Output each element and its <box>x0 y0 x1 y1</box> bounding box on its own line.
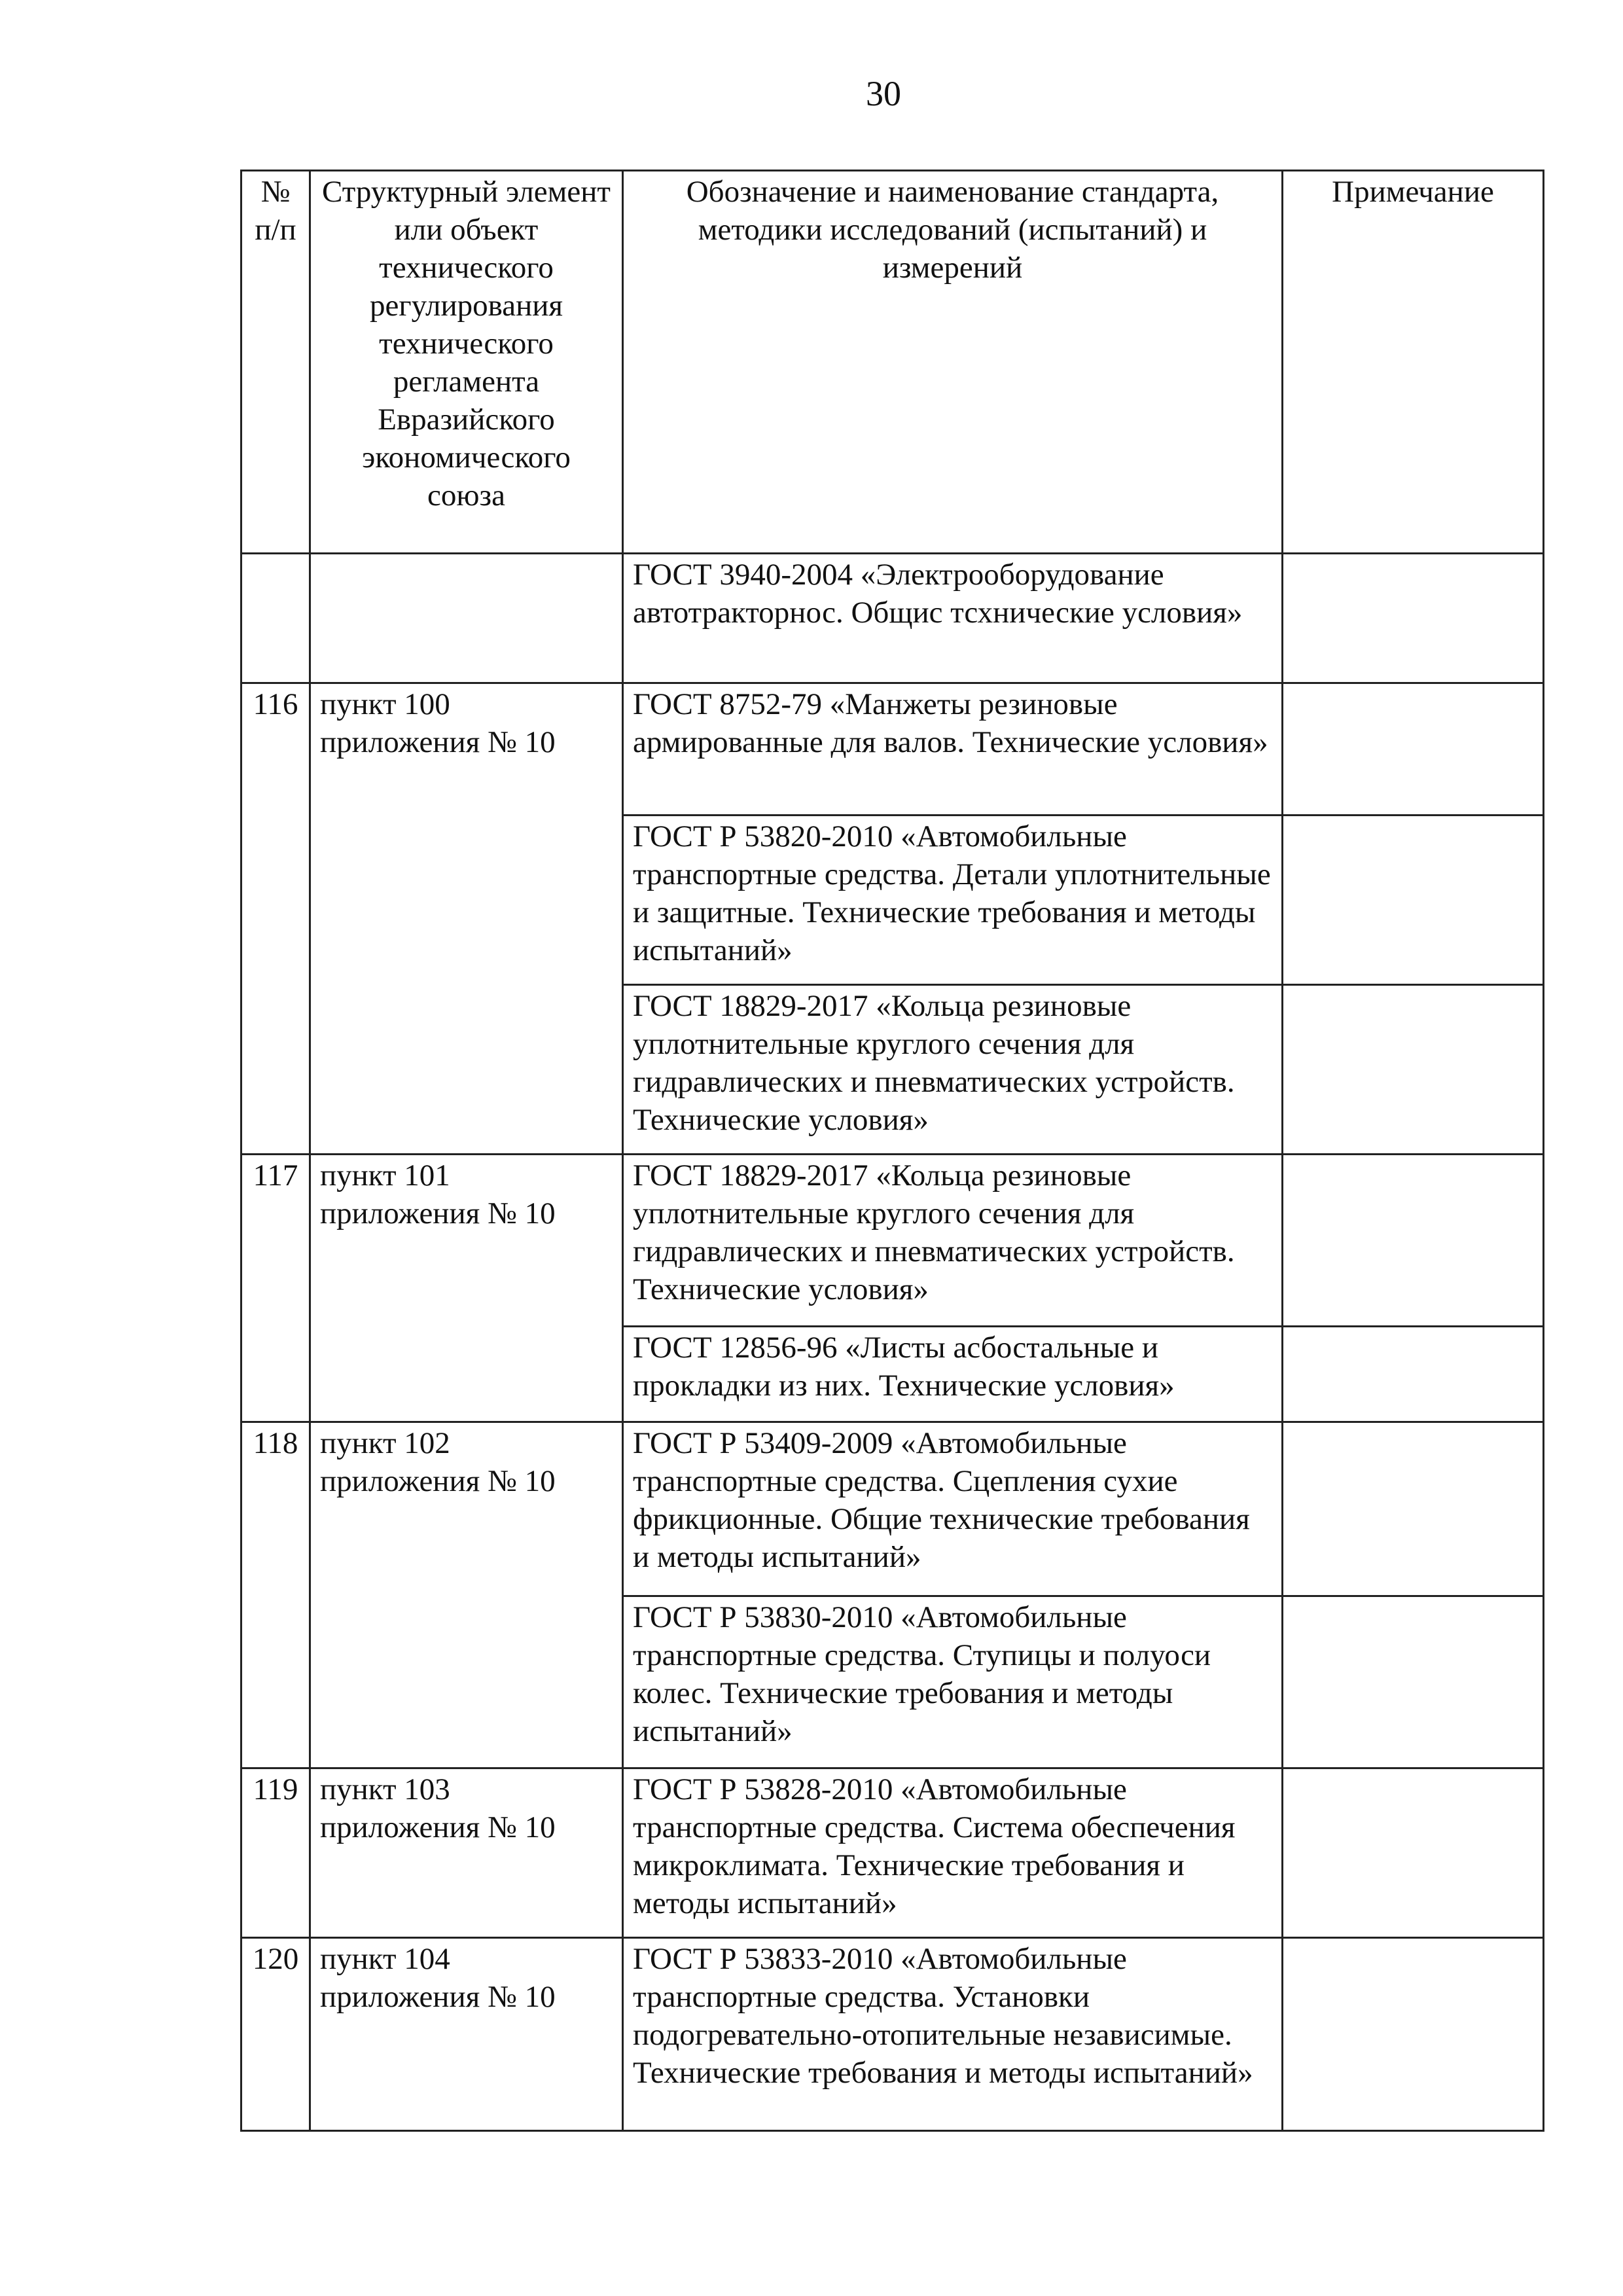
table-row <box>241 1938 1544 2131</box>
standard-cell: ГОСТ Р 53828-2010 «Автомобильные транспортные средства. Система обеспечения микроклимата. Технические требования и методы испытаний» <box>623 1768 1283 1938</box>
note-cell <box>1283 683 1544 816</box>
header-number: № п/п <box>241 171 310 554</box>
standard-cell: ГОСТ Р 53409-2009 «Автомобильные транспортные средства. Сцепления сухие фрикционные. Общие технические требования и методы испытаний» <box>623 1422 1283 1596</box>
row-number <box>241 554 310 683</box>
note-cell <box>1283 554 1544 683</box>
note-cell <box>1283 816 1544 985</box>
standard-cell: ГОСТ 3940-2004 «Электрооборудование автотракторнос. Общис тсхнические условия» <box>623 554 1283 683</box>
standard-cell: ГОСТ 8752-79 «Манжеты резиновые армированные для валов. Технические условия» <box>623 683 1283 816</box>
structural-element: пункт 104 приложения № 10 <box>310 1938 623 2131</box>
row-number: 117 <box>241 1155 310 1422</box>
standard-cell: ГОСТ 18829-2017 «Кольца резиновые уплотнительные круглого сечения для гидравлических и пневматических устройств. Технические условия» <box>623 1155 1283 1327</box>
standard-cell: ГОСТ Р 53820-2010 «Автомобильные транспортные средства. Детали уплотнительные и защитные. Технические требования и методы испытаний» <box>623 816 1283 985</box>
standard-cell: ГОСТ 18829-2017 «Кольца резиновые уплотнительные круглого сечения для гидравлических и пневматических устройств. Технические условия» <box>623 985 1283 1155</box>
structural-element: пункт 103 приложения № 10 <box>310 1768 623 1938</box>
table-row <box>241 554 1544 683</box>
table-header <box>241 171 1544 554</box>
header-standard: Обозначение и наименование стандарта, методики исследований (испытаний) и измерений <box>623 171 1283 554</box>
standard-cell: ГОСТ 12856-96 «Листы асбостальные и прокладки из них. Технические условия» <box>623 1327 1283 1422</box>
note-cell <box>1283 1155 1544 1327</box>
row-number: 118 <box>241 1422 310 1768</box>
table-row <box>241 1422 1544 1596</box>
table-row <box>241 683 1544 816</box>
table-row <box>241 1155 1544 1327</box>
header-note: Примечание <box>1283 171 1544 554</box>
note-cell <box>1283 985 1544 1155</box>
row-number: 119 <box>241 1768 310 1938</box>
table-row <box>241 1768 1544 1938</box>
note-cell <box>1283 1422 1544 1596</box>
note-cell <box>1283 1596 1544 1768</box>
note-cell <box>1283 1938 1544 2131</box>
header-element: Структурный элемент или объект технического регулирования технического регламента Евразийского экономического союза <box>310 171 623 554</box>
standard-cell: ГОСТ Р 53833-2010 «Автомобильные транспортные средства. Установки подогревательно-отопительные независимые. Технические требования и методы испытаний» <box>623 1938 1283 2131</box>
structural-element: пункт 101 приложения № 10 <box>310 1155 623 1422</box>
row-number: 116 <box>241 683 310 1155</box>
row-number: 120 <box>241 1938 310 2131</box>
page-number: 30 <box>866 74 901 113</box>
structural-element: пункт 102 приложения № 10 <box>310 1422 623 1768</box>
standards-table <box>240 170 1544 2132</box>
structural-element <box>310 554 623 683</box>
structural-element: пункт 100 приложения № 10 <box>310 683 623 1155</box>
standard-cell: ГОСТ Р 53830-2010 «Автомобильные транспортные средства. Ступицы и полуоси колес. Технические требования и методы испытаний» <box>623 1596 1283 1768</box>
note-cell <box>1283 1327 1544 1422</box>
note-cell <box>1283 1768 1544 1938</box>
